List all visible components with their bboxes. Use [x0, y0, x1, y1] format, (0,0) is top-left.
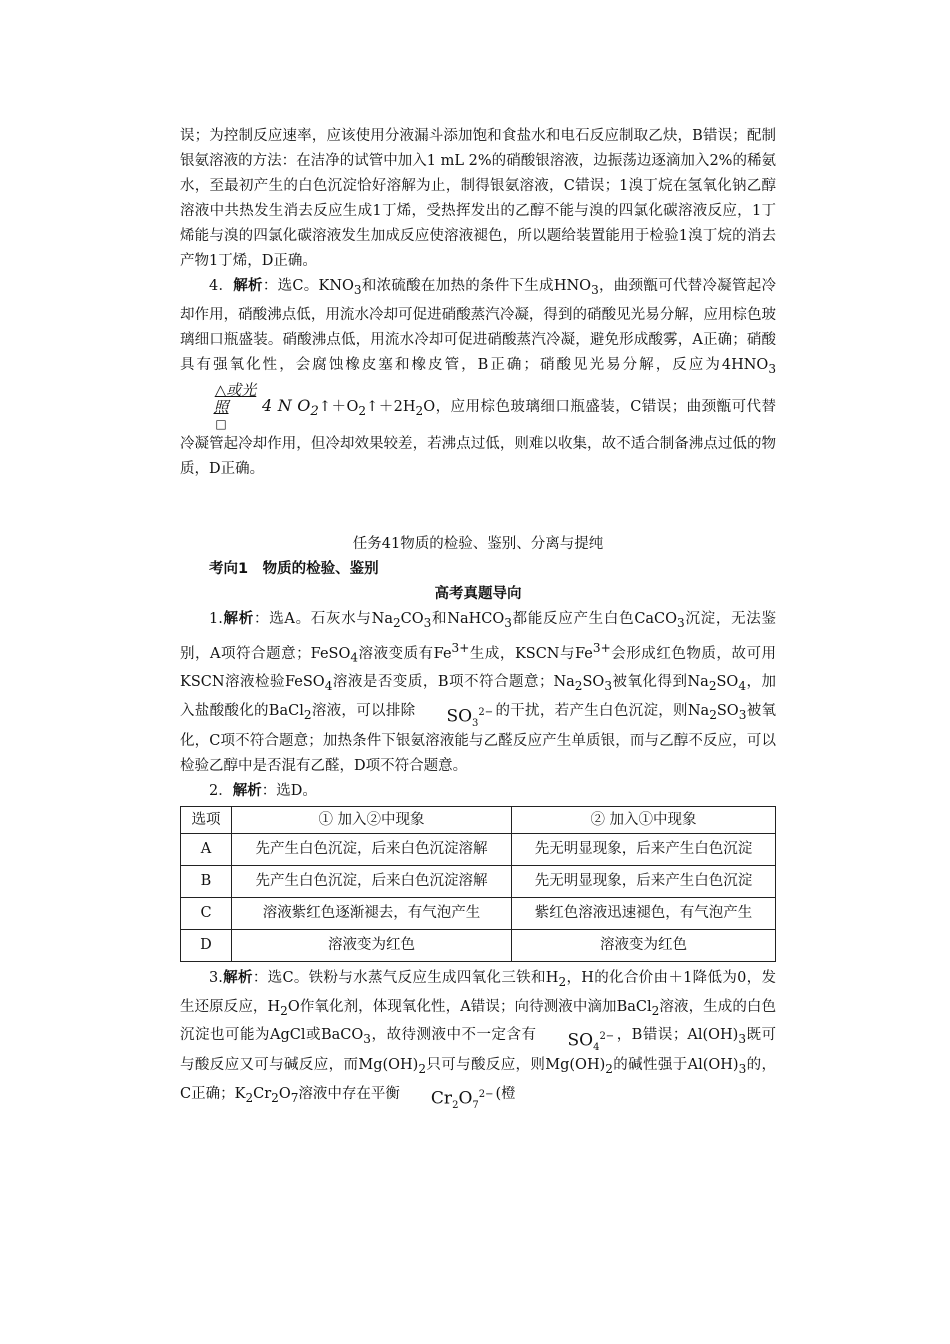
table-cell: 紫红色溶液迅速褪色，有气泡产生	[512, 897, 776, 929]
phenomena-table	[180, 806, 776, 962]
task-title: 任务41物质的检验、鉴别、分离与提纯	[352, 535, 604, 552]
answer-1: 1.解析：选A。石灰水与$Na_2CO_3$和NaHCO$_3$都能反应产生白色CaCO$_3$沉淀，无法鉴别，A项符合题意；FeSO$_4$溶液变质有$Fe^{3+}$生成，KSCN与$Fe^{3+}$会形成红色物质，故可用KSCN溶液检验FeSO$_4$溶液是否变质，B项不符合题意；$Na_2SO_3$被氧化得到$Na_2SO_4$，加入盐酸酸化的BaCl$_2$溶液，可以排除 $SO_3^{2-}$ 的干扰，若产生白色沉淀，则$Na_2SO_3$被氧化，C项不符合题意；加热条件下银氨溶液能与乙醛反应产生单质银，而与乙醇不反应，可以检验乙醇中是否混有乙醛，D项不符合题意。	[180, 610, 777, 774]
table-cell: 先产生白色沉淀，后来白色沉淀溶解	[232, 865, 512, 897]
table-row	[181, 929, 776, 961]
no2-product: 4 N $O_2$	[262, 395, 319, 419]
table-cell: 溶液变为红色	[512, 929, 776, 961]
table-cell: 先无明显现象，后来产生白色沉淀	[512, 833, 776, 865]
table-header-cell: 选项	[181, 806, 232, 833]
table-cell: A	[181, 833, 232, 865]
answer-4: 4．解析：选C。$KNO_3$和浓硫酸在加热的条件下生成$HNO_3$，曲颈甑可代替冷凝管起冷却作用，硝酸沸点低，用流水冷却可促进硝酸蒸汽冷凝，得到的硝酸见光易分解，应用棕色玻璃细口瓶盛装。硝酸沸点低，用流水冷却可促进硝酸蒸汽冷凝，避免形成酸雾，A正确；硝酸具有强氧化性，会腐蚀橡皮塞和橡皮管，B正确；硝酸见光易分解，反应为$4HNO_3\triangle$或光照 □4 N $O_2↑+O_2↑+2H_2O$，应用棕色玻璃细口瓶盛装，C错误；曲颈甑可代替冷凝管起冷却作用，但冷却效果较差，若沸点过低，则难以收集，故不适合制备沸点过低的物质，D正确。	[180, 278, 777, 477]
table-header-row	[181, 806, 776, 833]
table-header-cell: ② 加入①中现象	[512, 806, 776, 833]
table-cell: 溶液变为红色	[232, 929, 512, 961]
answer-4-label: 解析	[233, 278, 263, 294]
document-page	[180, 124, 776, 1111]
table-cell: C	[181, 897, 232, 929]
dichromate-ion: $Cr_2O_7^{2-}$	[430, 1088, 494, 1112]
table-cell: D	[181, 929, 232, 961]
table-row	[181, 865, 776, 897]
table-row	[181, 833, 776, 865]
table-cell: B	[181, 865, 232, 897]
answer-3: 3.解析：选C。铁粉与水蒸气反应生成四氧化三铁和$H_2$，H的化合价由＋1降低为0，发生还原反应，$H_2O$作氧化剂，体现氧化性，A错误；向待测液中滴加BaCl$_2$溶液，生成的白色沉淀也可能为AgCl或BaCO$_3$，故待测液中不一定含有 $SO_4^{2-}$ ，B错误；$Al(OH)_3$既可与酸反应又可与碱反应，而$Mg(OH)_2$只可与酸反应，则$Mg(OH)_2$的碱性强于$Al(OH)_3$的，C正确；$K_2Cr_2O_7$溶液中存在平衡 $Cr_2O_7^{2-}$ (橙	[180, 969, 777, 1112]
answer-4-num: 4．	[209, 278, 234, 294]
answer-2: 2．解析：选D。	[209, 782, 317, 799]
sulfate-ion: $SO_4^{2-}$	[567, 1030, 615, 1053]
table-cell: 先产生白色沉淀，后来白色沉淀溶解	[232, 833, 512, 865]
section-heading: 考向1 物质的检验、鉴别	[209, 560, 379, 577]
paragraph-prev-answer: 误；为控制反应速率，应该使用分液漏斗添加饱和食盐水和电石反应制取乙炔，B错误；配制银氨溶液的方法：在洁净的试管中加入1 mL 2%的硝酸银溶液，边振荡边逐滴加入2%的稀氨水，至最初产生的白色沉淀恰好溶解为止，制得银氨溶液，C错误；1溴丁烷在氢氧化钠乙醇溶液中共热发生消去反应生成1丁烯，受热挥发出的乙醇不能与溴的四氯化碳溶液反应，1丁烯能与溴的四氯化碳溶液发生加成反应使溶液褪色，所以题给装置能用于检验1溴丁烷的消去产物1丁烯，D正确。	[180, 128, 776, 269]
sulfite-ion: $SO_3^{2-}$	[446, 706, 494, 729]
reaction-condition: △或光照 □	[213, 380, 257, 431]
table-cell: 溶液紫红色逐渐褪去，有气泡产生	[232, 897, 512, 929]
subsection-heading: 高考真题导向	[434, 585, 522, 602]
table-header-cell: ① 加入②中现象	[232, 806, 512, 833]
table-row	[181, 897, 776, 929]
table-cell: 先无明显现象，后来产生白色沉淀	[512, 865, 776, 897]
